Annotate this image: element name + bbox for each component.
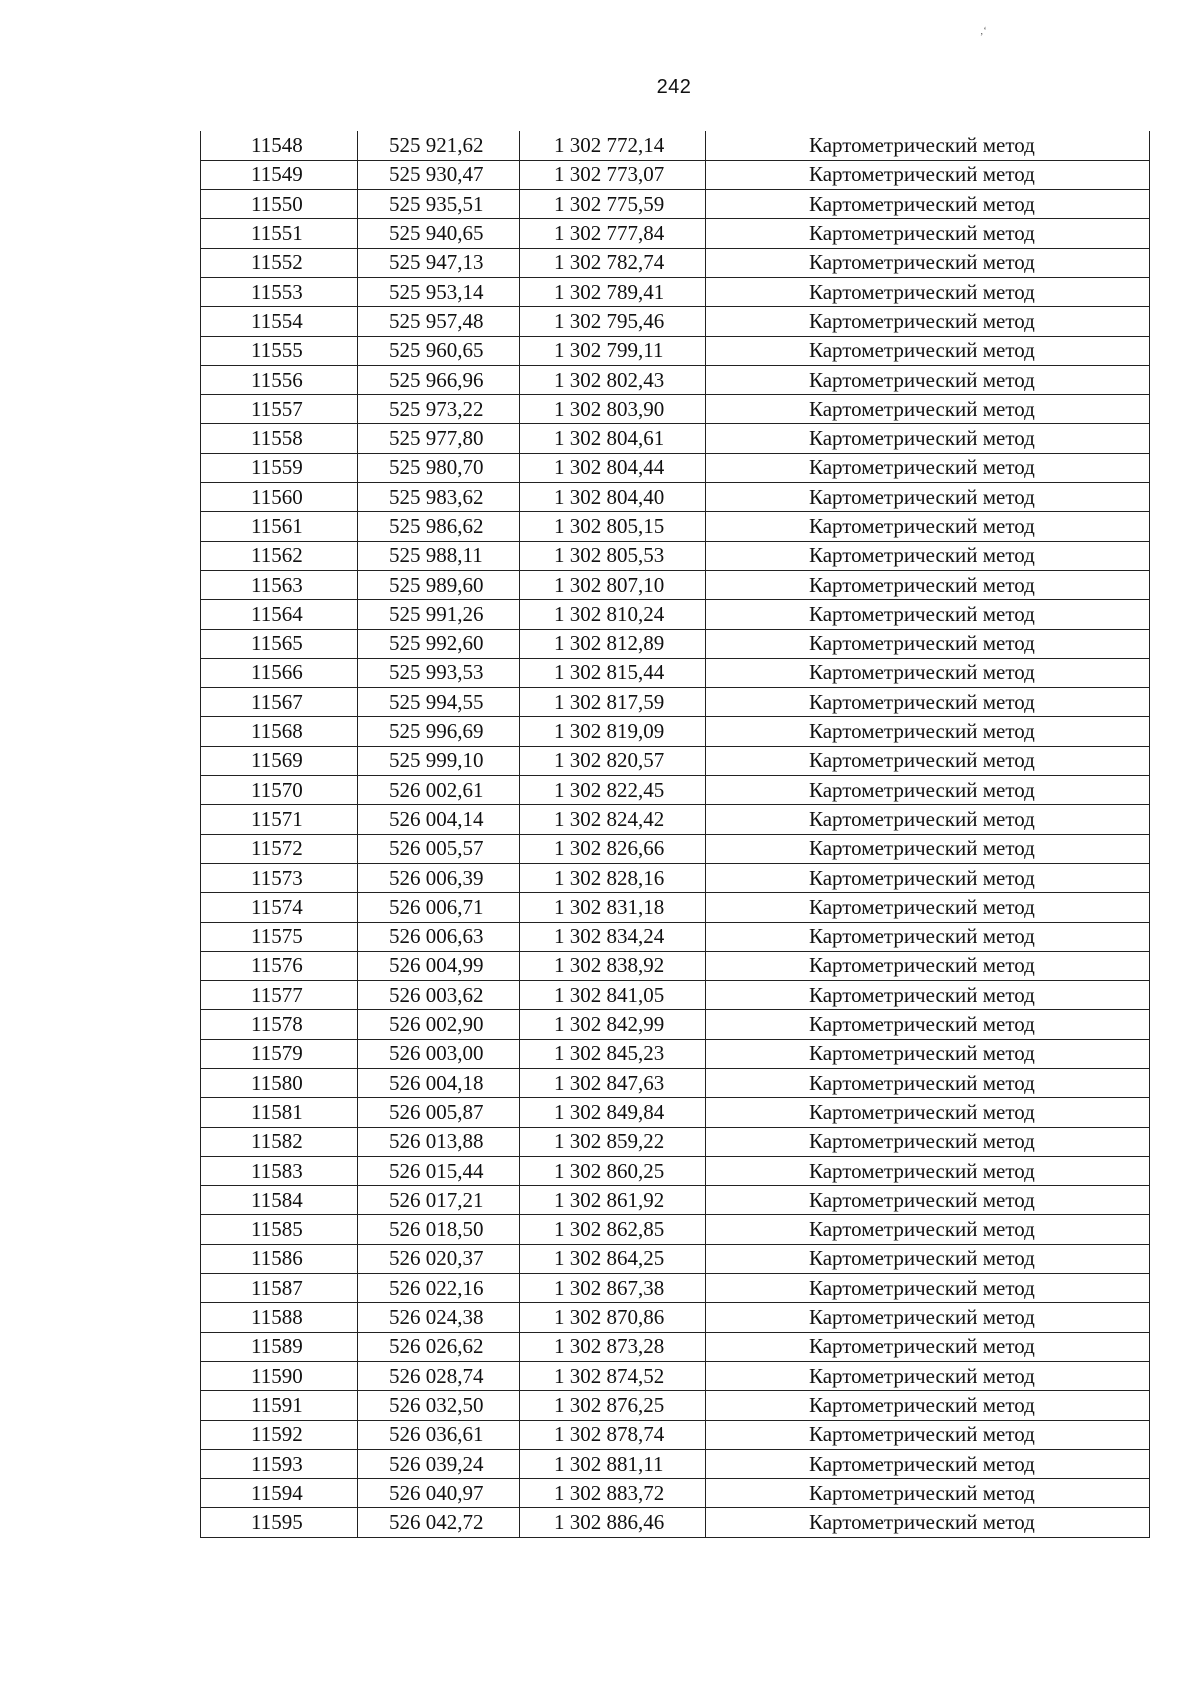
x-coordinate-cell: 526 020,37 <box>358 1244 520 1273</box>
y-coordinate-cell: 1 302 826,66 <box>520 834 706 863</box>
table-row <box>201 1479 1150 1508</box>
point-number-cell: 11595 <box>201 1508 358 1537</box>
x-coordinate-cell: 526 040,97 <box>358 1479 520 1508</box>
coordinates-table-body <box>201 131 1150 1537</box>
table-row <box>201 131 1150 160</box>
method-cell: Картометрический метод <box>706 658 1150 687</box>
y-coordinate-cell: 1 302 775,59 <box>520 190 706 219</box>
y-coordinate-cell: 1 302 815,44 <box>520 658 706 687</box>
table-row <box>201 805 1150 834</box>
x-coordinate-cell: 526 002,61 <box>358 776 520 805</box>
point-number-cell: 11580 <box>201 1069 358 1098</box>
table-row <box>201 1244 1150 1273</box>
table-row <box>201 951 1150 980</box>
method-cell: Картометрический метод <box>706 277 1150 306</box>
method-cell: Картометрический метод <box>706 424 1150 453</box>
point-number-cell: 11560 <box>201 483 358 512</box>
method-cell: Картометрический метод <box>706 1244 1150 1273</box>
table-row <box>201 365 1150 394</box>
point-number-cell: 11549 <box>201 160 358 189</box>
table-row <box>201 1186 1150 1215</box>
point-number-cell: 11575 <box>201 922 358 951</box>
point-number-cell: 11592 <box>201 1420 358 1449</box>
method-cell: Картометрический метод <box>706 248 1150 277</box>
method-cell: Картометрический метод <box>706 453 1150 482</box>
method-cell: Картометрический метод <box>706 717 1150 746</box>
method-cell: Картометрический метод <box>706 1479 1150 1508</box>
point-number-cell: 11550 <box>201 190 358 219</box>
x-coordinate-cell: 525 966,96 <box>358 365 520 394</box>
y-coordinate-cell: 1 302 842,99 <box>520 1010 706 1039</box>
y-coordinate-cell: 1 302 804,61 <box>520 424 706 453</box>
table-row <box>201 776 1150 805</box>
point-number-cell: 11551 <box>201 219 358 248</box>
x-coordinate-cell: 525 940,65 <box>358 219 520 248</box>
y-coordinate-cell: 1 302 870,86 <box>520 1303 706 1332</box>
y-coordinate-cell: 1 302 859,22 <box>520 1127 706 1156</box>
x-coordinate-cell: 525 993,53 <box>358 658 520 687</box>
method-cell: Картометрический метод <box>706 1508 1150 1537</box>
point-number-cell: 11574 <box>201 893 358 922</box>
method-cell: Картометрический метод <box>706 365 1150 394</box>
x-coordinate-cell: 525 957,48 <box>358 307 520 336</box>
y-coordinate-cell: 1 302 817,59 <box>520 688 706 717</box>
y-coordinate-cell: 1 302 820,57 <box>520 746 706 775</box>
y-coordinate-cell: 1 302 812,89 <box>520 629 706 658</box>
x-coordinate-cell: 526 005,87 <box>358 1098 520 1127</box>
method-cell: Картометрический метод <box>706 688 1150 717</box>
x-coordinate-cell: 525 991,26 <box>358 600 520 629</box>
table-row <box>201 600 1150 629</box>
method-cell: Картометрический метод <box>706 1449 1150 1478</box>
method-cell: Картометрический метод <box>706 190 1150 219</box>
method-cell: Картометрический метод <box>706 1274 1150 1303</box>
x-coordinate-cell: 526 006,71 <box>358 893 520 922</box>
table-row <box>201 1215 1150 1244</box>
x-coordinate-cell: 526 005,57 <box>358 834 520 863</box>
scan-mark: ‚‘ <box>980 26 987 37</box>
y-coordinate-cell: 1 302 795,46 <box>520 307 706 336</box>
point-number-cell: 11568 <box>201 717 358 746</box>
point-number-cell: 11565 <box>201 629 358 658</box>
table-row <box>201 1449 1150 1478</box>
y-coordinate-cell: 1 302 841,05 <box>520 981 706 1010</box>
method-cell: Картометрический метод <box>706 219 1150 248</box>
y-coordinate-cell: 1 302 810,24 <box>520 600 706 629</box>
method-cell: Картометрический метод <box>706 541 1150 570</box>
y-coordinate-cell: 1 302 860,25 <box>520 1156 706 1185</box>
y-coordinate-cell: 1 302 849,84 <box>520 1098 706 1127</box>
table-row <box>201 629 1150 658</box>
table-row <box>201 219 1150 248</box>
point-number-cell: 11578 <box>201 1010 358 1039</box>
x-coordinate-cell: 525 960,65 <box>358 336 520 365</box>
method-cell: Картометрический метод <box>706 1303 1150 1332</box>
point-number-cell: 11558 <box>201 424 358 453</box>
table-row <box>201 746 1150 775</box>
point-number-cell: 11567 <box>201 688 358 717</box>
method-cell: Картометрический метод <box>706 600 1150 629</box>
x-coordinate-cell: 525 980,70 <box>358 453 520 482</box>
point-number-cell: 11554 <box>201 307 358 336</box>
x-coordinate-cell: 525 977,80 <box>358 424 520 453</box>
point-number-cell: 11591 <box>201 1391 358 1420</box>
y-coordinate-cell: 1 302 867,38 <box>520 1274 706 1303</box>
point-number-cell: 11583 <box>201 1156 358 1185</box>
method-cell: Картометрический метод <box>706 629 1150 658</box>
method-cell: Картометрический метод <box>706 1332 1150 1361</box>
x-coordinate-cell: 526 003,62 <box>358 981 520 1010</box>
point-number-cell: 11577 <box>201 981 358 1010</box>
table-row <box>201 1039 1150 1068</box>
table-row <box>201 658 1150 687</box>
x-coordinate-cell: 525 935,51 <box>358 190 520 219</box>
x-coordinate-cell: 525 947,13 <box>358 248 520 277</box>
x-coordinate-cell: 526 006,39 <box>358 863 520 892</box>
x-coordinate-cell: 525 986,62 <box>358 512 520 541</box>
y-coordinate-cell: 1 302 847,63 <box>520 1069 706 1098</box>
table-row <box>201 1420 1150 1449</box>
table-row <box>201 834 1150 863</box>
method-cell: Картометрический метод <box>706 570 1150 599</box>
point-number-cell: 11587 <box>201 1274 358 1303</box>
point-number-cell: 11571 <box>201 805 358 834</box>
x-coordinate-cell: 526 032,50 <box>358 1391 520 1420</box>
table-row <box>201 424 1150 453</box>
y-coordinate-cell: 1 302 802,43 <box>520 365 706 394</box>
point-number-cell: 11548 <box>201 131 358 160</box>
y-coordinate-cell: 1 302 789,41 <box>520 277 706 306</box>
method-cell: Картометрический метод <box>706 981 1150 1010</box>
point-number-cell: 11584 <box>201 1186 358 1215</box>
point-number-cell: 11555 <box>201 336 358 365</box>
point-number-cell: 11589 <box>201 1332 358 1361</box>
method-cell: Картометрический метод <box>706 893 1150 922</box>
x-coordinate-cell: 525 988,11 <box>358 541 520 570</box>
x-coordinate-cell: 525 996,69 <box>358 717 520 746</box>
coordinates-table <box>200 131 1150 1538</box>
method-cell: Картометрический метод <box>706 131 1150 160</box>
y-coordinate-cell: 1 302 862,85 <box>520 1215 706 1244</box>
x-coordinate-cell: 526 017,21 <box>358 1186 520 1215</box>
y-coordinate-cell: 1 302 831,18 <box>520 893 706 922</box>
method-cell: Картометрический метод <box>706 395 1150 424</box>
method-cell: Картометрический метод <box>706 922 1150 951</box>
method-cell: Картометрический метод <box>706 951 1150 980</box>
point-number-cell: 11579 <box>201 1039 358 1068</box>
table-row <box>201 277 1150 306</box>
method-cell: Картометрический метод <box>706 1186 1150 1215</box>
table-row <box>201 570 1150 599</box>
y-coordinate-cell: 1 302 873,28 <box>520 1332 706 1361</box>
method-cell: Картометрический метод <box>706 863 1150 892</box>
x-coordinate-cell: 526 015,44 <box>358 1156 520 1185</box>
x-coordinate-cell: 526 006,63 <box>358 922 520 951</box>
y-coordinate-cell: 1 302 881,11 <box>520 1449 706 1478</box>
method-cell: Картометрический метод <box>706 1361 1150 1390</box>
point-number-cell: 11563 <box>201 570 358 599</box>
y-coordinate-cell: 1 302 803,90 <box>520 395 706 424</box>
table-row <box>201 717 1150 746</box>
y-coordinate-cell: 1 302 828,16 <box>520 863 706 892</box>
y-coordinate-cell: 1 302 822,45 <box>520 776 706 805</box>
method-cell: Картометрический метод <box>706 1156 1150 1185</box>
table-row <box>201 336 1150 365</box>
x-coordinate-cell: 526 039,24 <box>358 1449 520 1478</box>
table-row <box>201 1274 1150 1303</box>
x-coordinate-cell: 526 036,61 <box>358 1420 520 1449</box>
method-cell: Картометрический метод <box>706 1420 1150 1449</box>
method-cell: Картометрический метод <box>706 1391 1150 1420</box>
table-row <box>201 160 1150 189</box>
y-coordinate-cell: 1 302 805,15 <box>520 512 706 541</box>
x-coordinate-cell: 525 983,62 <box>358 483 520 512</box>
point-number-cell: 11559 <box>201 453 358 482</box>
method-cell: Картометрический метод <box>706 1010 1150 1039</box>
y-coordinate-cell: 1 302 807,10 <box>520 570 706 599</box>
table-row <box>201 307 1150 336</box>
point-number-cell: 11593 <box>201 1449 358 1478</box>
method-cell: Картометрический метод <box>706 1215 1150 1244</box>
table-row <box>201 893 1150 922</box>
table-row <box>201 863 1150 892</box>
table-row <box>201 922 1150 951</box>
y-coordinate-cell: 1 302 804,44 <box>520 453 706 482</box>
point-number-cell: 11553 <box>201 277 358 306</box>
table-row <box>201 1391 1150 1420</box>
method-cell: Картометрический метод <box>706 336 1150 365</box>
y-coordinate-cell: 1 302 874,52 <box>520 1361 706 1390</box>
method-cell: Картометрический метод <box>706 1127 1150 1156</box>
table-row <box>201 688 1150 717</box>
point-number-cell: 11588 <box>201 1303 358 1332</box>
x-coordinate-cell: 526 004,14 <box>358 805 520 834</box>
x-coordinate-cell: 526 013,88 <box>358 1127 520 1156</box>
x-coordinate-cell: 526 024,38 <box>358 1303 520 1332</box>
point-number-cell: 11582 <box>201 1127 358 1156</box>
method-cell: Картометрический метод <box>706 483 1150 512</box>
method-cell: Картометрический метод <box>706 160 1150 189</box>
y-coordinate-cell: 1 302 838,92 <box>520 951 706 980</box>
x-coordinate-cell: 526 004,18 <box>358 1069 520 1098</box>
y-coordinate-cell: 1 302 883,72 <box>520 1479 706 1508</box>
table-row <box>201 1098 1150 1127</box>
x-coordinate-cell: 525 930,47 <box>358 160 520 189</box>
y-coordinate-cell: 1 302 773,07 <box>520 160 706 189</box>
x-coordinate-cell: 526 018,50 <box>358 1215 520 1244</box>
x-coordinate-cell: 525 999,10 <box>358 746 520 775</box>
table-row <box>201 248 1150 277</box>
y-coordinate-cell: 1 302 772,14 <box>520 131 706 160</box>
table-row <box>201 395 1150 424</box>
page-number: 242 <box>656 76 692 98</box>
y-coordinate-cell: 1 302 864,25 <box>520 1244 706 1273</box>
point-number-cell: 11552 <box>201 248 358 277</box>
table-row <box>201 1127 1150 1156</box>
y-coordinate-cell: 1 302 876,25 <box>520 1391 706 1420</box>
table-row <box>201 453 1150 482</box>
point-number-cell: 11585 <box>201 1215 358 1244</box>
point-number-cell: 11581 <box>201 1098 358 1127</box>
method-cell: Картометрический метод <box>706 776 1150 805</box>
point-number-cell: 11573 <box>201 863 358 892</box>
y-coordinate-cell: 1 302 799,11 <box>520 336 706 365</box>
y-coordinate-cell: 1 302 804,40 <box>520 483 706 512</box>
y-coordinate-cell: 1 302 805,53 <box>520 541 706 570</box>
point-number-cell: 11557 <box>201 395 358 424</box>
y-coordinate-cell: 1 302 845,23 <box>520 1039 706 1068</box>
point-number-cell: 11566 <box>201 658 358 687</box>
point-number-cell: 11564 <box>201 600 358 629</box>
x-coordinate-cell: 526 042,72 <box>358 1508 520 1537</box>
table-row <box>201 1361 1150 1390</box>
x-coordinate-cell: 526 028,74 <box>358 1361 520 1390</box>
method-cell: Картометрический метод <box>706 512 1150 541</box>
table-row <box>201 1332 1150 1361</box>
table-row <box>201 1069 1150 1098</box>
y-coordinate-cell: 1 302 878,74 <box>520 1420 706 1449</box>
x-coordinate-cell: 525 992,60 <box>358 629 520 658</box>
table-row <box>201 190 1150 219</box>
point-number-cell: 11570 <box>201 776 358 805</box>
x-coordinate-cell: 526 022,16 <box>358 1274 520 1303</box>
method-cell: Картометрический метод <box>706 834 1150 863</box>
x-coordinate-cell: 526 004,99 <box>358 951 520 980</box>
table-row <box>201 1156 1150 1185</box>
method-cell: Картометрический метод <box>706 1039 1150 1068</box>
point-number-cell: 11562 <box>201 541 358 570</box>
point-number-cell: 11586 <box>201 1244 358 1273</box>
table-row <box>201 541 1150 570</box>
table-row <box>201 512 1150 541</box>
method-cell: Картометрический метод <box>706 746 1150 775</box>
y-coordinate-cell: 1 302 824,42 <box>520 805 706 834</box>
x-coordinate-cell: 525 953,14 <box>358 277 520 306</box>
method-cell: Картометрический метод <box>706 1098 1150 1127</box>
table-row <box>201 981 1150 1010</box>
y-coordinate-cell: 1 302 886,46 <box>520 1508 706 1537</box>
point-number-cell: 11594 <box>201 1479 358 1508</box>
point-number-cell: 11576 <box>201 951 358 980</box>
x-coordinate-cell: 526 002,90 <box>358 1010 520 1039</box>
y-coordinate-cell: 1 302 819,09 <box>520 717 706 746</box>
x-coordinate-cell: 525 994,55 <box>358 688 520 717</box>
table-row <box>201 483 1150 512</box>
method-cell: Картометрический метод <box>706 805 1150 834</box>
y-coordinate-cell: 1 302 782,74 <box>520 248 706 277</box>
x-coordinate-cell: 525 921,62 <box>358 131 520 160</box>
method-cell: Картометрический метод <box>706 307 1150 336</box>
x-coordinate-cell: 526 026,62 <box>358 1332 520 1361</box>
x-coordinate-cell: 525 973,22 <box>358 395 520 424</box>
x-coordinate-cell: 526 003,00 <box>358 1039 520 1068</box>
table-row <box>201 1303 1150 1332</box>
point-number-cell: 11572 <box>201 834 358 863</box>
y-coordinate-cell: 1 302 834,24 <box>520 922 706 951</box>
y-coordinate-cell: 1 302 861,92 <box>520 1186 706 1215</box>
point-number-cell: 11569 <box>201 746 358 775</box>
x-coordinate-cell: 525 989,60 <box>358 570 520 599</box>
method-cell: Картометрический метод <box>706 1069 1150 1098</box>
y-coordinate-cell: 1 302 777,84 <box>520 219 706 248</box>
table-row <box>201 1010 1150 1039</box>
point-number-cell: 11590 <box>201 1361 358 1390</box>
point-number-cell: 11561 <box>201 512 358 541</box>
point-number-cell: 11556 <box>201 365 358 394</box>
table-row <box>201 1508 1150 1537</box>
